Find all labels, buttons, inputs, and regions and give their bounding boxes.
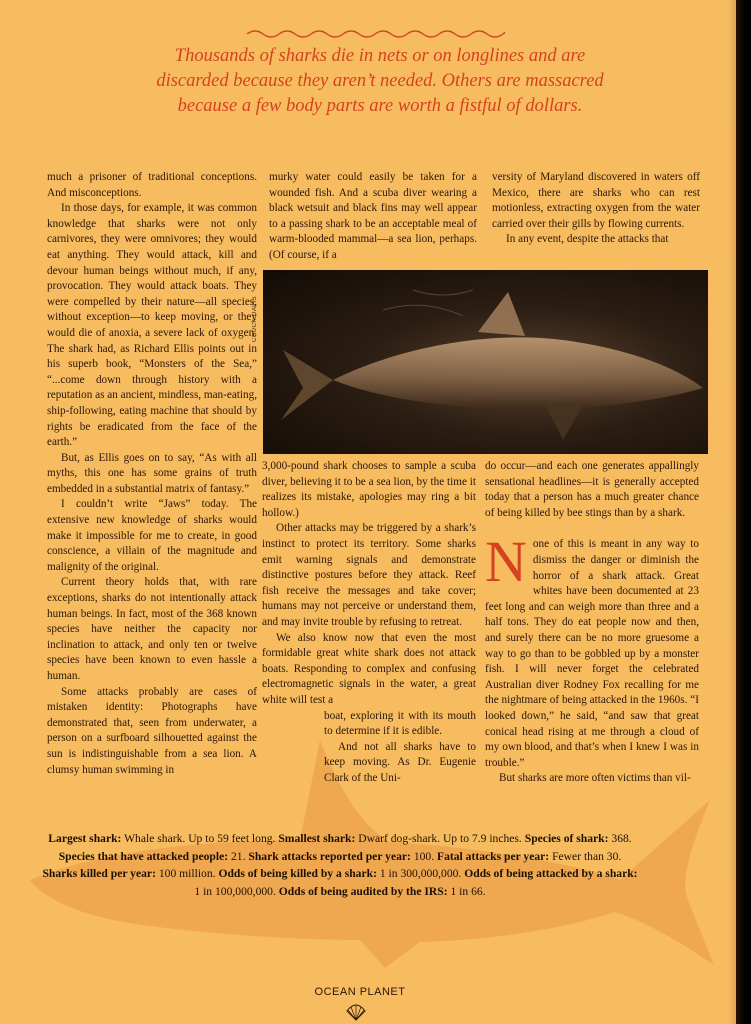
col3-para-4 <box>485 529 699 771</box>
shark-photo <box>263 270 708 454</box>
column-1 <box>47 170 257 778</box>
column-2-bottom <box>262 459 476 786</box>
page-edge-shadow <box>736 0 751 1024</box>
column-3-bottom <box>485 459 699 787</box>
drop-cap: N <box>485 529 527 595</box>
fact-value: Fewer than 30. <box>552 849 622 863</box>
fact-value: 1 in 100,000,000. <box>194 884 276 898</box>
col2-para-6: And not all sharks have to keep moving. As Dr. Eugenie Clark of the Uni- <box>324 740 476 784</box>
fact-label: Odds of being killed by a shark: <box>218 867 377 881</box>
fact-label: Shark attacks reported per year: <box>248 849 411 863</box>
fact-value: 100 million. <box>158 867 216 881</box>
fact-label: Smallest shark: <box>278 832 356 845</box>
column-2-top <box>269 170 477 264</box>
col2-para-3: Other attacks may be triggered by a shark’s instinct to protect its territory. Some sharks emit warning signals and demonstrate distinctive postures before they attack. Reef fish receive the messages and take cover; humans may not perceive or understand them, and may invite trouble by refusing to retreat. <box>262 522 476 628</box>
fact-label: Sharks killed per year: <box>42 867 156 881</box>
col2-para-5: boat, exploring it with its mouth to determine if it is edible. <box>324 709 476 738</box>
fact-value: Whale shark. <box>124 832 186 845</box>
fact-label: Species that have attacked people: <box>58 849 229 863</box>
col3-para-1: versity of Maryland discovered in waters off Mexico, there are sharks who can rest motionless, extracting oxygen from the water carried over their gills by flowing currents. <box>492 171 700 230</box>
fact-value: 368. <box>611 832 632 845</box>
seashell-icon <box>345 1003 367 1021</box>
shark-facts-box <box>40 830 640 900</box>
ocean-planet-logo: OCEAN PLANET <box>314 986 406 998</box>
col3-para-4-text: one of this is meant in any way to dismiss the danger or diminish the horror of a shark attack. Great whites have been documented at 23 feet long and can weigh more than three and a half tons. They do eat people now and then, and surely there can be no more gruesome a way to go than to be gobbled up by a monster fish. I will never forget the celebrated Australian diver Rodney Fox recalling for me the nightmare of being attacked in the 1960s. “I looked down,” he said, “and saw that great conical head rising at me through a cloud of my own blood, and that’s when I knew I was in trouble.” <box>485 538 699 769</box>
fact-label: Fatal attacks per year: <box>437 849 550 863</box>
col1-para-5: Current theory holds that, with rare exceptions, sharks do not intentionally attack human beings. In fact, most of the 368 known species have neither the capacity nor inclination to attack, and only ten or twelve species have been known to even hassle a human. <box>47 576 257 682</box>
col2-para-1: murky water could easily be taken for a wounded fish. And a scuba diver wearing a black wetsuit and black fins may well appear to a passing shark to be an acceptable meal of warm-blooded mammal—a sea lion, perhaps. (Of course, if a <box>269 171 477 261</box>
fact-value: 100. <box>413 849 435 863</box>
col1-para-6: Some attacks probably are cases of mistaken identity: Photographs have demonstrated that, seen from underwater, a person on a surfboard silhouetted against the sun is indistinguishable from a sea lion. A clumsy human swimming in <box>47 685 257 776</box>
col1-para-2: In those days, for example, it was common knowledge that sharks were not only carnivores, they were omnivores; they would eat anything. They would attack, kill and devour human beings without much, if any, provocation. They would attack boats. They were compelled by their nature—all species, without exception—to keep moving, or they would die of anoxia, a severe lack of oxygen. The shark had, as Richard Ellis points out in his superb book, “Monsters of the Sea,” “...come down through history with a reputation as an ancient, mindless, man-eating, ship-following, eating machine that should by rights be eradicated from the face of the earth.” <box>47 202 258 449</box>
fact-value: Up to 7.9 inches. <box>442 832 522 845</box>
great-white-shark-illustration <box>263 270 708 454</box>
col2-para-4: We also know now that even the most formidable great white shark does not attack boats. Responding to complex and confusing electromagnetic signals in the water, a great white will test a <box>262 631 476 706</box>
fact-value: Up to 59 feet long. <box>188 832 276 845</box>
column-3-top <box>492 170 700 248</box>
col3-para-3: do occur—and each one generates appallingly sensational headlines—it is generally accepted today that a person has a much greater chance of being killed by bee stings than by a shark. <box>485 460 699 519</box>
photo-credit: CHUCK DAVIS <box>252 295 258 342</box>
fact-label: Odds of being attacked by a shark: <box>464 867 638 881</box>
pull-quote: Thousands of sharks die in nets or on longlines and are discarded because they aren’t needed. Others are massacred because a few body parts are worth a fistful of dollars. <box>156 46 604 116</box>
fact-value: 1 in 300,000,000. <box>379 867 462 881</box>
col1-para-3: But, as Ellis goes on to say, “As with all myths, this one has some grains of truth embedded in a substantial matrix of fantasy.” <box>47 451 257 495</box>
col3-para-2: In any event, despite the attacks that <box>506 233 669 246</box>
fact-value: 21. <box>230 849 246 863</box>
decorative-wave-line <box>247 28 505 40</box>
fact-label: Largest shark: <box>48 832 122 845</box>
fact-label: Species of shark: <box>524 832 609 845</box>
fact-value: Dwarf dog-shark. <box>358 832 441 845</box>
col1-para-1: much a prisoner of traditional conceptions. And misconceptions. <box>47 171 257 199</box>
col2-para-2: 3,000-pound shark chooses to sample a scuba diver, believing it to be a sea lion, by the time it realizes its mistake, apologies may ring a bit hollow.) <box>262 460 476 519</box>
col3-para-5: But sharks are more often victims than vil- <box>499 772 691 785</box>
fact-label: Odds of being audited by the IRS: <box>278 884 448 898</box>
col1-para-4: I couldn’t write “Jaws” today. The extensive new knowledge of sharks would make it impossible for me to create, in good conscience, a villain of the magnitude and malignity of the original. <box>47 498 257 573</box>
fact-value: 1 in 66. <box>450 884 486 898</box>
